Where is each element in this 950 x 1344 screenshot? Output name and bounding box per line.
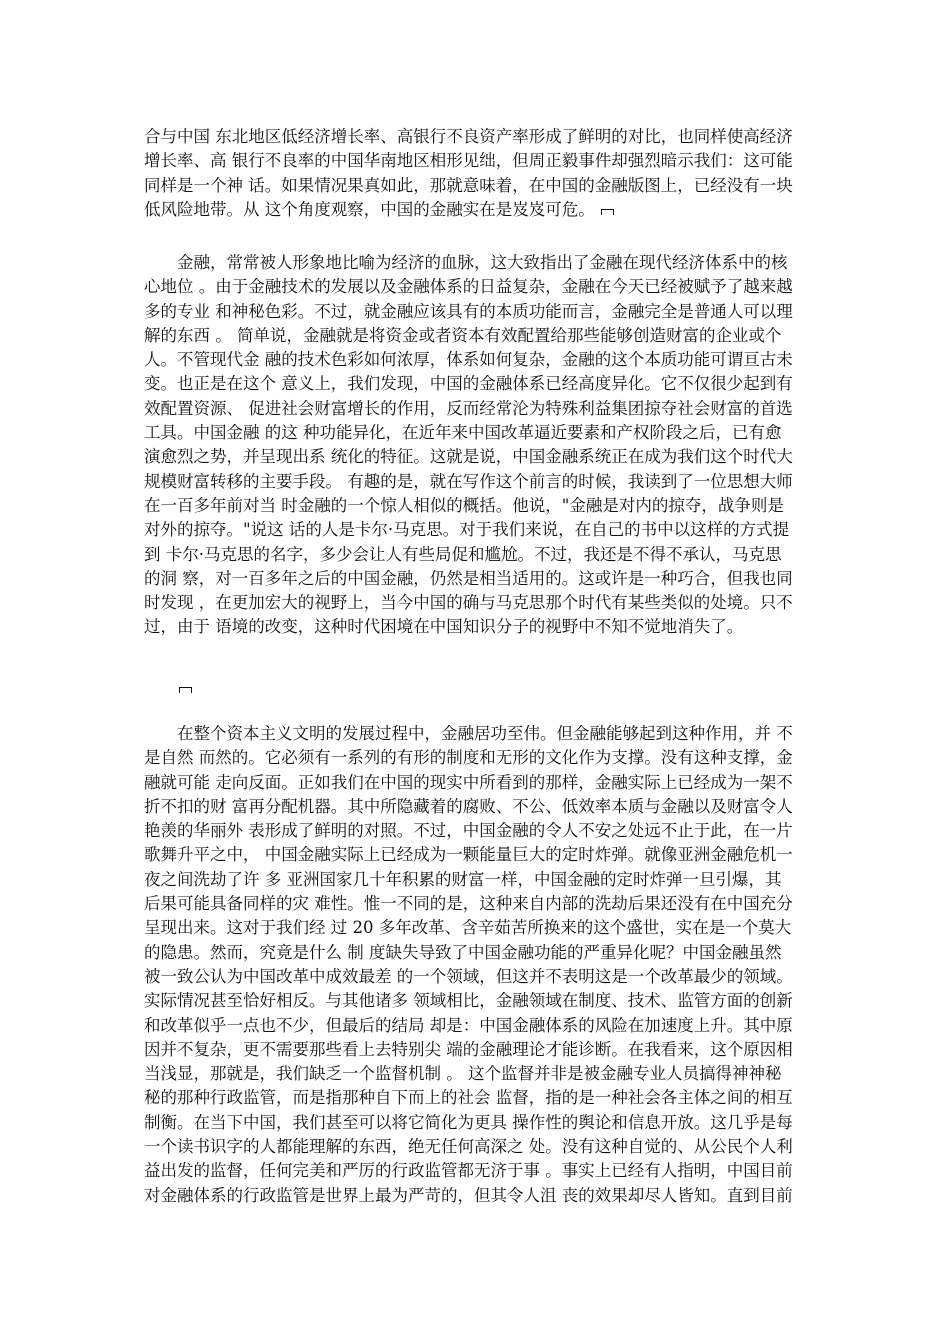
text-line: 对外的掠夺。"说这 话的人是卡尔·马克思。对于我们来说，在自己的书中以这样的方式提	[144, 520, 790, 540]
paragraph-end-mark	[601, 209, 614, 215]
paragraph-end-mark	[179, 687, 192, 693]
text-line: 合与中国 东北地区低经济增长率、高银行不良资产率形成了鲜明的对比，也同样使高经济	[144, 127, 793, 146]
text-line: 秘的那种行政监管，而是指那种自下而上的社会 监督，指的是一种社会各主体之间的相互	[144, 1088, 793, 1108]
text-line: 变。也正是在这个 意义上，我们发现，中国的金融体系已经高度异化。它不仅很少起到有	[144, 374, 793, 394]
text-line: 因并不复杂，更不需要那些看上去特别尖 端的金融理论才能诊断。在我看来，这个原因相	[144, 1039, 793, 1059]
text-line: 工具。中国金融 的这 种功能异化，在近年来中国改革逼近要素和产权阶段之后，已有愈	[144, 423, 782, 443]
text-line: 当浅显，那就是，我们缺乏一个监督机制 。 这个监督并非是被金融专业人员搞得神神秘	[144, 1064, 782, 1084]
text-line: 到 卡尔·马克思的名字，多少会让人有些局促和尴尬。不过，我还是不得不承认，马克思	[144, 544, 782, 564]
paragraph-1	[144, 125, 806, 222]
text-line: 对金融体系的行政监管是世界上最为严苛的，但其令人沮 丧的效果却尽人皆知。直到目前	[144, 1185, 793, 1205]
text-line: 制衡。在当下中国，我们甚至可以将它简化为更具 操作性的舆论和信息开放。这几乎是每	[144, 1112, 793, 1132]
text-line: 解的东西 。 简单说，金融就是将资金或者资本有效配置给那些能够创造财富的企业或个	[144, 325, 782, 345]
text-line: 效配置资源、 促进社会财富增长的作用，反而经常沦为特殊利益集团掠夺社会财富的首选	[144, 398, 793, 418]
text-line: 一个读书识字的人都能理解的东西，绝无任何高深之 处。没有这种自觉的、从公民个人利	[144, 1137, 793, 1157]
text-line: 演愈烈之势，并呈现出系 统化的特征。这就是说，中国金融系统正在成为我们这个时代大	[144, 447, 793, 467]
text-line: 夜之间洗劫了许 多 亚洲国家几十年积累的财富一样，中国金融的定时炸弹一旦引爆，其	[144, 869, 782, 889]
text-line: 益出发的监督，任何完美和严厉的行政监管都无济于事 。事实上已经有人指明，中国目前	[144, 1161, 793, 1181]
text-line: 折不扣的财 富再分配机器。其中所隐藏着的腐败、不公、低效率本质与金融以及财富令人	[144, 796, 793, 816]
text-line: 是自然 而然的。它必须有一系列的有形的制度和无形的文化作为支撑。没有这种支撑，金	[144, 748, 793, 768]
text-line: 人。不管现代金 融的技术色彩如何浓厚，体系如何复杂，金融的这个本质功能可谓亘古未	[144, 350, 793, 370]
text-line: 在整个资本主义文明的发展过程中，金融居功至伟。但金融能够起到这种作用，并 不	[144, 724, 793, 743]
text-line: 的隐患。然而，究竟是什么 制 度缺失导致了中国金融功能的严重异化呢？中国金融虽然	[144, 942, 782, 962]
text-line: 金融，常常被人形象地比喻为经济的血脉，这大致指出了金融在现代经济体系中的核	[144, 253, 788, 272]
text-line: 心地位 。由于金融技术的发展以及金融体系的日益复杂，金融在今天已经被赋予了越来越	[144, 277, 793, 297]
text-line: 在一百多年前对当 时金融的一个惊人相似的概括。他说，"金融是对内的掠夺，战争则是	[144, 495, 784, 515]
text-line: 呈现出来。这对于我们经 过 20 多年改革、含辛茹苦所换来的这个盛世，实在是一个莫大	[144, 918, 792, 938]
text-line: 融就可能 走向反面。正如我们在中国的现实中所看到的那样，金融实际上已经成为一架不	[144, 772, 793, 792]
text-line: 被一致公认为中国改革中成效最差 的一个领域，但这并不表明这是一个改革最少的领域。	[144, 966, 793, 986]
paragraph-3	[144, 722, 806, 1208]
text-line: 多的专业 和神秘色彩。不过，就金融应该具有的本质功能而言，金融完全是普通人可以理	[144, 301, 793, 321]
text-line: 的洞 察，对一百多年之后的中国金融，仍然是相当适用的。这或许是一种巧合，但我也同	[144, 568, 793, 588]
text-line: 歌舞升平之中， 中国金融实际上已经成为一颗能量巨大的定时炸弹。就像亚洲金融危机一	[144, 845, 793, 865]
text-line: 同样是一个神 话。如果情况果真如此，那就意味着，在中国的金融版图上，已经没有一块	[144, 175, 793, 195]
text-line: 艳羡的华丽外 表形成了鲜明的对照。不过，中国金融的令人不安之处远不止于此，在一片	[144, 821, 793, 841]
paragraph-2	[144, 251, 806, 640]
text-line: 低风险地带。从 这个角度观察，中国的金融实在是岌岌可危。	[144, 198, 806, 222]
text-line: 实际情况甚至恰好相反。与其他诸多 领域相比，金融领域在制度、技术、监管方面的创新	[144, 991, 793, 1011]
text-line: 过，由于 语境的改变，这种时代困境在中国知识分子的视野中不知不觉地消失了。	[144, 617, 744, 637]
text-line: 后果可能具备同样的灾 难性。惟一不同的是，这种来自内部的洗劫后果还没有在中国充分	[144, 894, 793, 914]
text-line: 增长率、高 银行不良率的中国华南地区相形见绌，但周正毅事件却强烈暗示我们：这可能	[144, 151, 793, 171]
text-line: 规模财富转移的主要手段。 有趣的是，就在写作这个前言的时候，我读到了一位思想大师	[144, 471, 793, 491]
text-line: 和改革似乎一点也不少，但最后的结局 却是：中国金融体系的风险在加速度上升。其中原	[144, 1015, 793, 1035]
text-line: 时发现 ，在更加宏大的视野上，当今中国的确与马克思那个时代有某些类似的处境。只不	[144, 593, 793, 613]
